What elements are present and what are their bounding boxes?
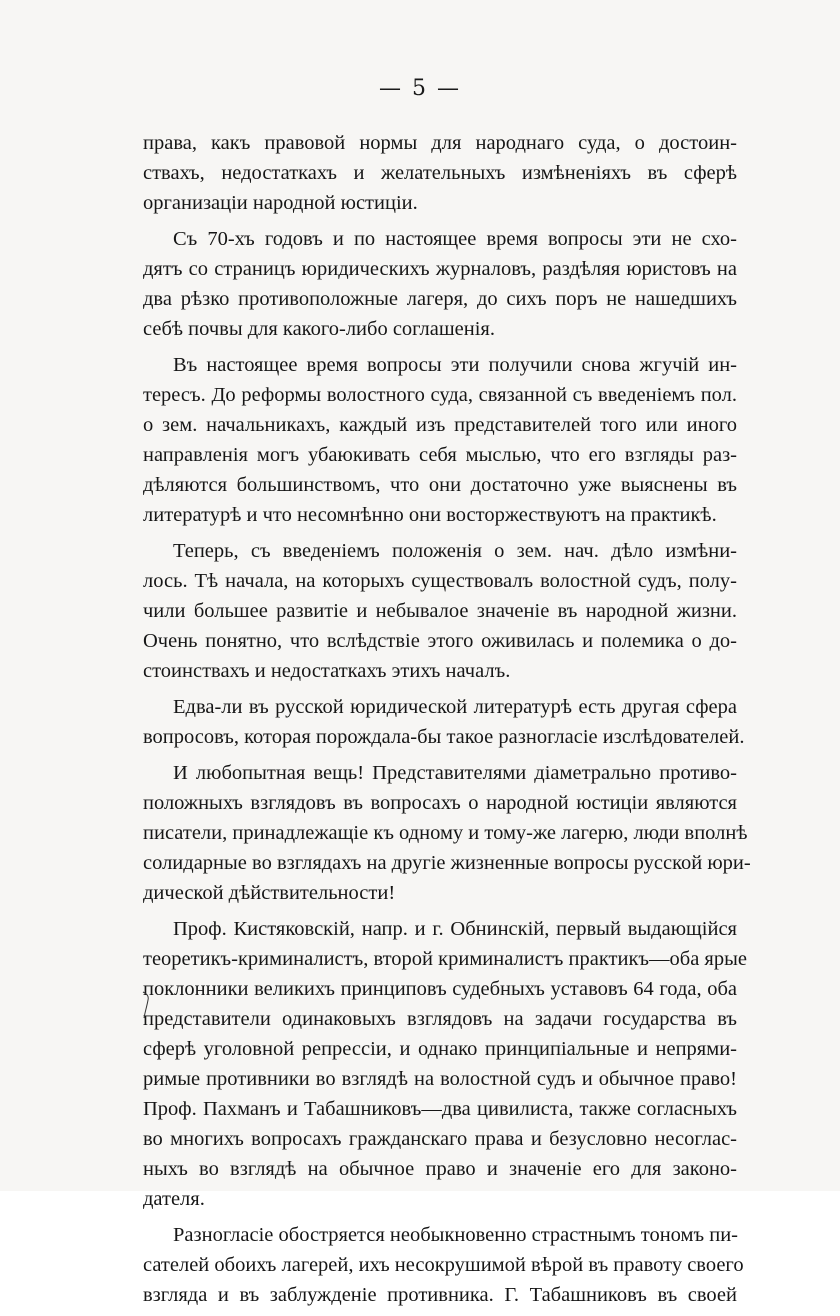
text-line: литературѣ и что несомнѣнно они восторжествуютъ на практикѣ. <box>143 504 717 526</box>
paragraph-6 <box>143 758 751 908</box>
text-line: лось. Тѣ начала, на которыхъ существовалъ волостной судъ, полу- <box>143 570 737 592</box>
text-line: дателя. <box>143 1188 205 1210</box>
text-line: положныхъ взглядовъ въ вопросахъ о народной юстиціи являются <box>143 792 737 814</box>
text-line: дической дѣйствительности! <box>143 882 396 904</box>
text-line: Въ настоящее время вопросы эти получили снова жгучій ин- <box>173 354 737 376</box>
paragraph-5 <box>143 692 745 752</box>
text-line: направленія могъ убаюкивать себя мыслью, что его взгляды раз- <box>143 444 737 466</box>
text-line: теоретикъ-криминалистъ, второй криминалистъ практикъ—оба ярые <box>143 948 747 970</box>
text-line: ствахъ, недостаткахъ и желательныхъ измѣненіяхъ въ сферѣ <box>143 162 737 184</box>
text-line: поклонники великихъ принциповъ судебныхъ уставовъ 64 года, оба <box>143 978 737 1000</box>
text-line: два рѣзко противоположные лагеря, до сихъ поръ не нашедшихъ <box>143 288 737 310</box>
text-line: Теперь, съ введеніемъ положенія о зем. нач. дѣло измѣни- <box>173 540 737 562</box>
body-text <box>143 128 751 1316</box>
page-number: — 5 — <box>379 76 461 101</box>
text-line: себѣ почвы для какого-либо соглашенія. <box>143 318 495 340</box>
text-line: И любопытная вещь! Представителями діаметрально противо- <box>173 762 737 784</box>
text-line: ныхъ во взглядѣ на обычное право и значеніе его для законо- <box>143 1158 737 1180</box>
text-line: права, какъ правовой нормы для народнаго суда, о достоин- <box>143 132 737 154</box>
paragraph-4 <box>143 536 737 686</box>
paragraph-2 <box>143 224 737 344</box>
text-line: стоинствахъ и недостаткахъ этихъ началъ. <box>143 660 511 682</box>
text-line: о зем. начальникахъ, каждый изъ представителей того или иного <box>143 414 737 436</box>
text-line: Очень понятно, что вслѣдствіе этого оживилась и полемика о до- <box>143 630 737 652</box>
text-line: взгляда и въ заблужденіе противника. Г. Табашниковъ въ своей <box>143 1284 737 1306</box>
pencil-mark-icon <box>140 990 152 1020</box>
text-line: организаціи народной юстиціи. <box>143 192 418 214</box>
text-line: дятъ со страницъ юридическихъ журналовъ, раздѣляя юристовъ на <box>143 258 737 280</box>
text-line: тересъ. До реформы волостного суда, связанной съ введеніемъ пол. <box>143 384 737 406</box>
text-line: писатели, принадлежащіе къ одному и тому-же лагерю, люди вполнѣ <box>143 822 748 844</box>
text-line: представители одинаковыхъ взглядовъ на задачи государства въ <box>143 1008 737 1030</box>
paragraph-7 <box>143 914 747 1214</box>
text-line: дѣляются большинствомъ, что они достаточно уже выяснены въ <box>143 474 737 496</box>
text-line: сферѣ уголовной репрессіи, и однако принципіальные и непрями- <box>143 1038 737 1060</box>
text-line: Проф. Кистяковскій, напр. и г. Обнинскій, первый выдающійся <box>173 918 737 940</box>
paragraph-1 <box>143 128 737 218</box>
text-line: вопросовъ, которая порождала-бы такое разногласіе изслѣдователей. <box>143 726 745 748</box>
text-line: Едва-ли въ русской юридической литературѣ есть другая сфера <box>173 696 737 718</box>
text-line: Проф. Пахманъ и Табашниковъ—два цивилиста, также согласныхъ <box>143 1098 737 1120</box>
text-line: во многихъ вопросахъ гражданскаго права и безусловно несоглас- <box>143 1128 737 1150</box>
text-line: чили большее развитіе и небывалое значеніе въ народной жизни. <box>143 600 737 622</box>
text-line: солидарные во взглядахъ на другіе жизненные вопросы русской юри- <box>143 852 751 874</box>
paragraph-3 <box>143 350 737 530</box>
text-line: сателей обоихъ лагерей, ихъ несокрушимой вѣрой въ правоту своего <box>143 1254 744 1276</box>
paragraph-8 <box>143 1220 744 1310</box>
text-line: Разногласіе обостряется необыкновенно страстнымъ тономъ пи- <box>173 1224 738 1246</box>
text-line: римые противники во взглядѣ на волостной судъ и обычное право! <box>143 1068 737 1090</box>
text-line: Съ 70-хъ годовъ и по настоящее время вопросы эти не схо- <box>173 228 737 250</box>
